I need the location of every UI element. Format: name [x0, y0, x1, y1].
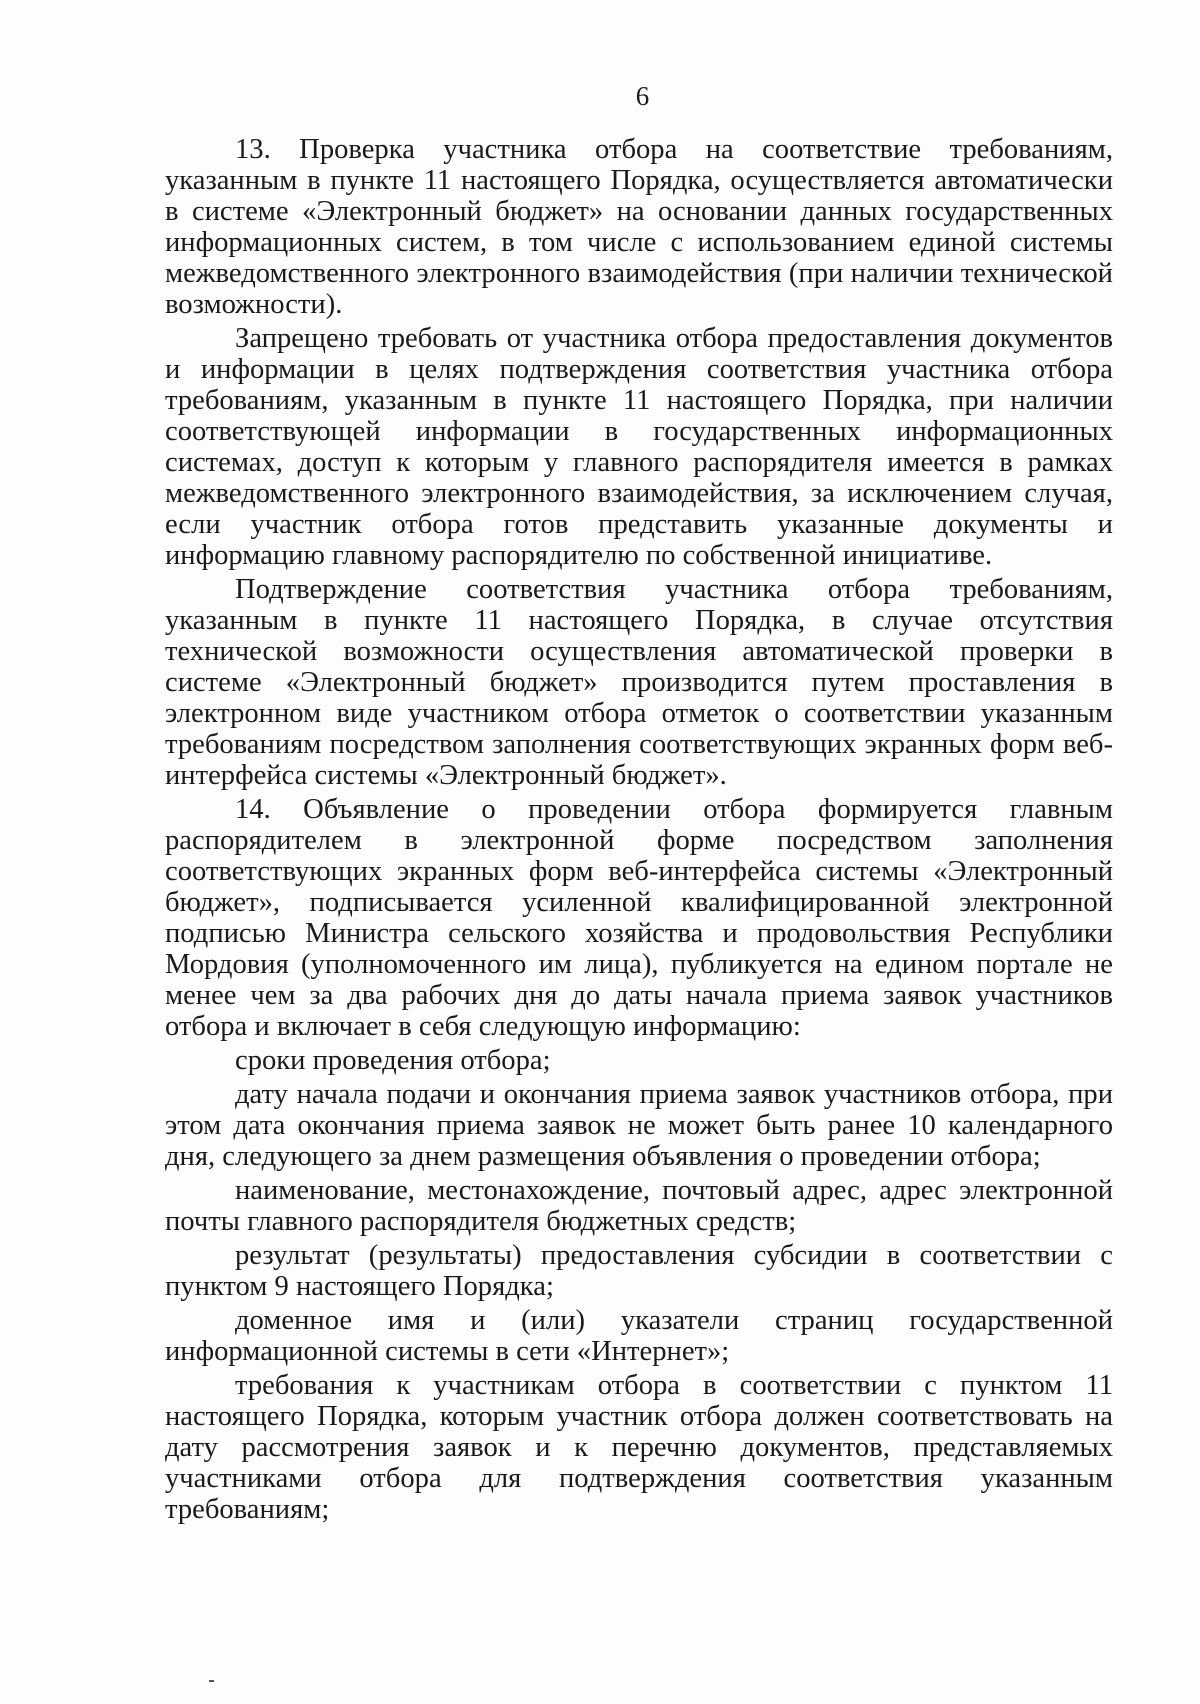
- list-item-distributor-details: наименование, местонахождение, почтовый адрес, адрес электронной почты главного распорядителя бюджетных средств;: [165, 1175, 1113, 1237]
- scan-speck: [209, 1680, 214, 1682]
- list-item-domain-name: доменное имя и (или) указатели страниц государственной информационной системы в сети «Интернет»;: [165, 1305, 1113, 1367]
- paragraph-confirmation: Подтверждение соответствия участника отбора требованиям, указанным в пункте 11 настоящего Порядка, в случае отсутствия технической возможности осуществления автоматической проверки в системе «Электронный бюджет» производится путем проставления в электронном виде участником отбора отметок о соответствии указанным требованиям посредством заполнения соответствующих экранных форм веб-интерфейса системы «Электронный бюджет».: [165, 574, 1113, 791]
- paragraph-14-announcement: 14. Объявление о проведении отбора формируется главным распорядителем в электронной форме посредством заполнения соответствующих экранных форм веб-интерфейса системы «Электронный бюджет», подписывается усиленной квалифицированной электронной подписью Министра сельского хозяйства и продовольствия Республики Мордовия (уполномоченного им лица), публикуется на едином портале не менее чем за два рабочих дня до даты начала приема заявок участников отбора и включает в себя следующую информацию:: [165, 794, 1113, 1042]
- list-item-subsidy-result: результат (результаты) предоставления субсидии в соответствии с пунктом 9 настоящего Порядка;: [165, 1240, 1113, 1302]
- list-item-participant-requirements: требования к участникам отбора в соответствии с пунктом 11 настоящего Порядка, которым участник отбора должен соответствовать на дату рассмотрения заявок и к перечню документов, представляемых участниками отбора для подтверждения соответствия указанным требованиям;: [165, 1370, 1113, 1525]
- page-number: 6: [635, 81, 650, 111]
- list-item-application-dates: дату начала подачи и окончания приема заявок участников отбора, при этом дата окончания приема заявок не может быть ранее 10 календарного дня, следующего за днем размещения объявления о проведении отбора;: [165, 1079, 1113, 1172]
- document-body: [165, 134, 1113, 1525]
- paragraph-13-verification: 13. Проверка участника отбора на соответствие требованиям, указанным в пункте 11 настоящего Порядка, осуществляется автоматически в системе «Электронный бюджет» на основании данных государственных информационных систем, в том числе с использованием единой системы межведомственного электронного взаимодействия (при наличии технической возможности).: [165, 134, 1113, 320]
- paragraph-prohibition: Запрещено требовать от участника отбора предоставления документов и информации в целях подтверждения соответствия участника отбора требованиям, указанным в пункте 11 настоящего Порядка, при наличии соответствующей информации в государственных информационных системах, доступ к которым у главного распорядителя имеется в рамках межведомственного электронного взаимодействия, за исключением случая, если участник отбора готов представить указанные документы и информацию главному распорядителю по собственной инициативе.: [165, 323, 1113, 571]
- list-item-selection-period: сроки проведения отбора;: [235, 1045, 551, 1076]
